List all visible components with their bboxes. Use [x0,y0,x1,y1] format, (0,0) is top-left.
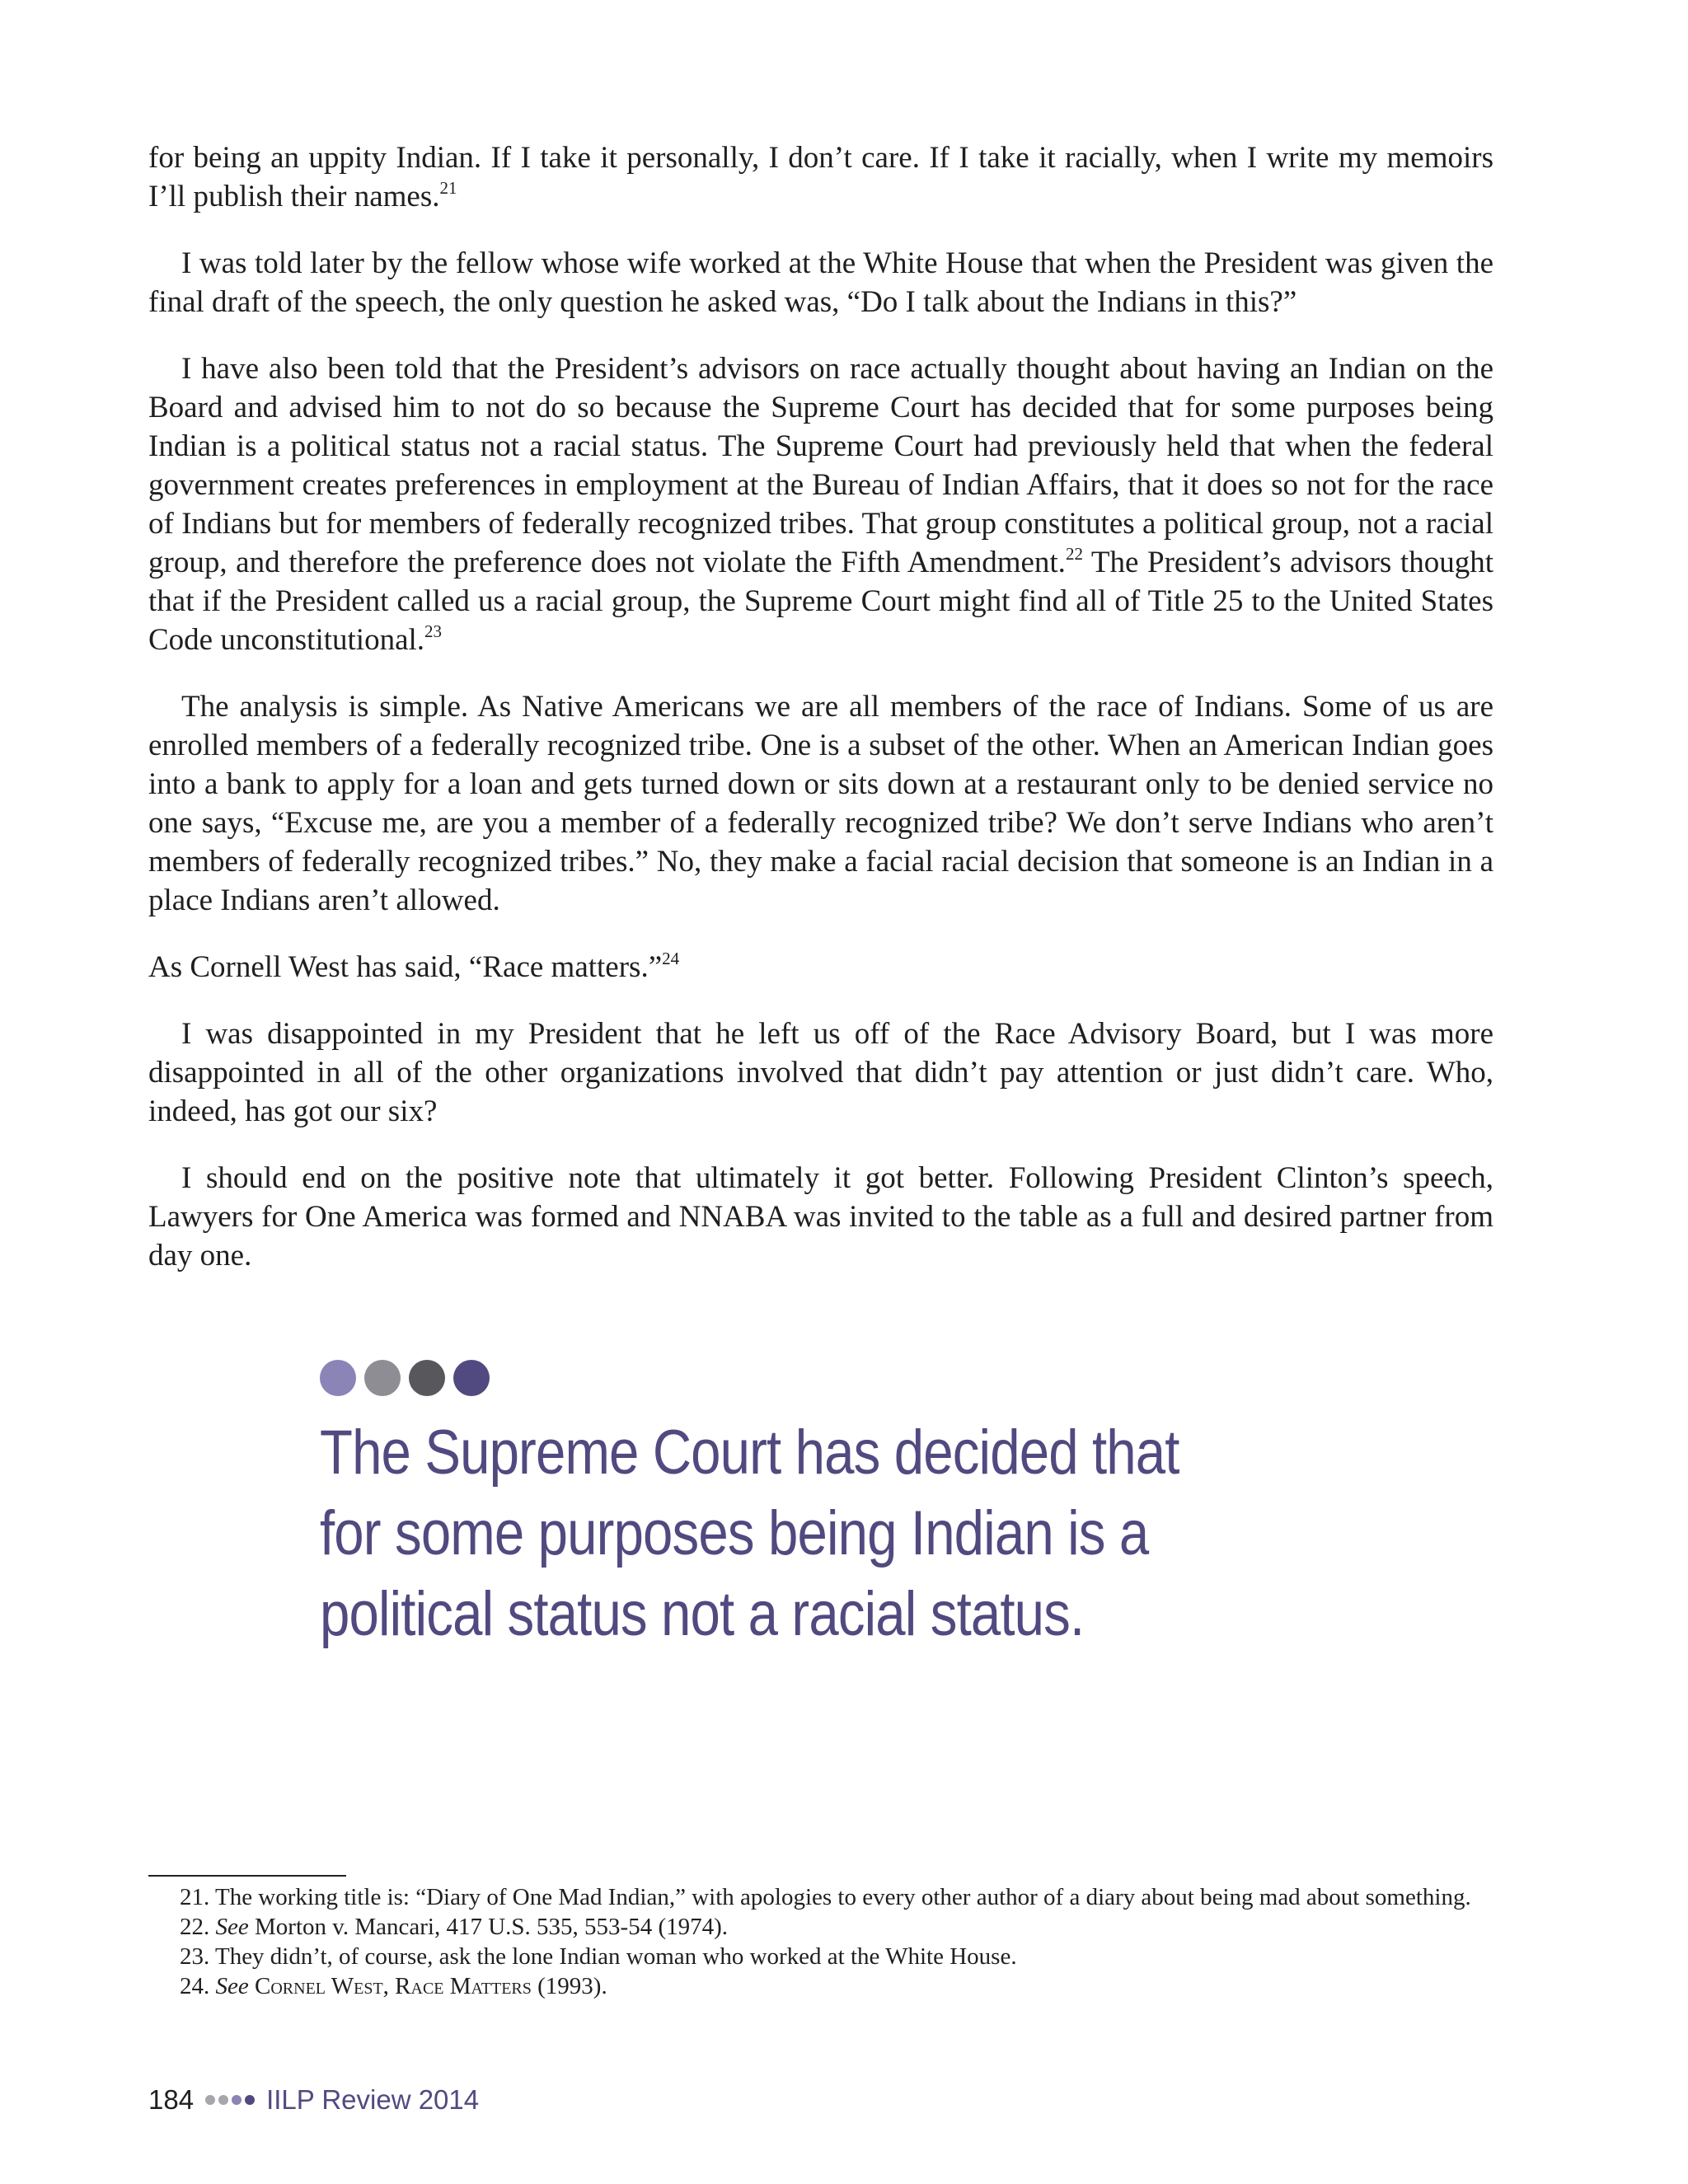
dot-icon [409,1360,445,1396]
footnote-22-signal: See [215,1914,249,1940]
paragraph-6: I was disappointed in my President that he left us off of the Race Advisory Board, but I was more disappointed in all of the other organizations involved that didn’t pay attention or just didn’t care. Who, indeed, has got our six? [148,1017,1493,1128]
footnotes [148,1882,1493,2001]
dot-icon [218,2095,228,2105]
footnote-24-title: Race Matters [395,1973,532,1999]
dot-icon [205,2095,215,2105]
footnote-24 [148,1971,1493,2001]
footnote-ref-23[interactable]: 23 [424,621,443,641]
pull-quote-dots [320,1360,1309,1396]
dot-icon [232,2095,241,2105]
paragraph-3 [148,349,1493,659]
footnote-24-year: (1993). [531,1973,607,1999]
paragraph-7: I should end on the positive note that ultimately it got better. Following President Clinton’s speech, Lawyers for One America was formed and NNABA was invited to the table as a full and desired partner from day one. [148,1161,1493,1272]
footer-dots [205,2095,255,2105]
dot-icon [453,1360,490,1396]
footnote-24-separator: , [382,1973,396,1999]
footnote-ref-24[interactable]: 24 [662,949,680,968]
footnote-divider [148,1875,346,1877]
dot-icon [245,2095,255,2105]
footnote-24-signal: See [215,1973,249,1999]
footnote-24-number: 24. [180,1973,216,1999]
paragraph-1-text: for being an uppity Indian. If I take it personally, I don’t care. If I take it racially, when I write my memoirs I’ll publish their names. [148,141,1493,213]
footnote-ref-21[interactable]: 21 [439,178,457,198]
body-text [148,138,1493,1303]
paragraph-5 [148,948,1493,987]
footnote-ref-22[interactable]: 22 [1065,544,1083,564]
paragraph-2: I was told later by the fellow whose wife worked at the White House that when the President was given the final draft of the speech, the only question he asked was, “Do I talk about the Indians in this?” [148,246,1493,319]
paragraph-3-text-a: I have also been told that the President’s advisors on race actually thought about having an Indian on the Board and advised him to not do so because the Supreme Court has decided that for some purposes being Indian is a political status not a racial status. The Supreme Court had previously held that when the federal government creates preferences in employment at the Bureau of Indian Affairs, that it does so not for the race of Indians but for members of federally recognized tribes. That group constitutes a political group, not a racial group, and therefore the preference does not violate the Fifth Amendment. [148,352,1493,579]
journal-name: IILP Review 2014 [266,2084,480,2115]
paragraph-4: The analysis is simple. As Native Americans we are all members of the race of Indians. Some of us are enrolled members of a federally recognized tribe. One is a subset of the other. When an American Indian goes into a bank to apply for a loan and gets turned down or sits down at a restaurant only to be denied service no one says, “Excuse me, are you a member of a federally recognized tribe? We don’t serve Indians who aren’t members of federally recognized tribes.” No, they make a facial racial decision that someone is an Indian in a place Indians aren’t allowed. [148,690,1493,917]
footnote-21: 21. The working title is: “Diary of One Mad Indian,” with apologies to every other author of a diary about being mad about something. [180,1884,1471,1910]
dot-icon [320,1360,356,1396]
pull-quote [320,1360,1309,1655]
paragraph-5-text: As Cornell West has said, “Race matters.” [148,950,663,984]
paragraph-3-text-b: The President’s advisors thought that if the President called us a racial group, the Supreme Court might find all of Title 25 to the United States Code unconstitutional. [148,546,1493,657]
footnote-22-number: 22. [180,1914,216,1940]
paragraph-1 [148,138,1493,216]
dot-icon [364,1360,401,1396]
page-footer [148,2083,479,2116]
pull-quote-text: The Supreme Court has decided that for some purposes being Indian is a political status not a racial status. [320,1418,1179,1649]
footnote-22-citation: Morton v. Mancari, 417 U.S. 535, 553-54 (1974). [248,1914,729,1940]
page-number: 184 [148,2084,195,2115]
footnote-24-author: Cornel West [255,1973,383,1999]
footnote-22 [148,1912,1493,1942]
footnote-23: 23. They didn’t, of course, ask the lone Indian woman who worked at the White House. [180,1943,1017,1970]
